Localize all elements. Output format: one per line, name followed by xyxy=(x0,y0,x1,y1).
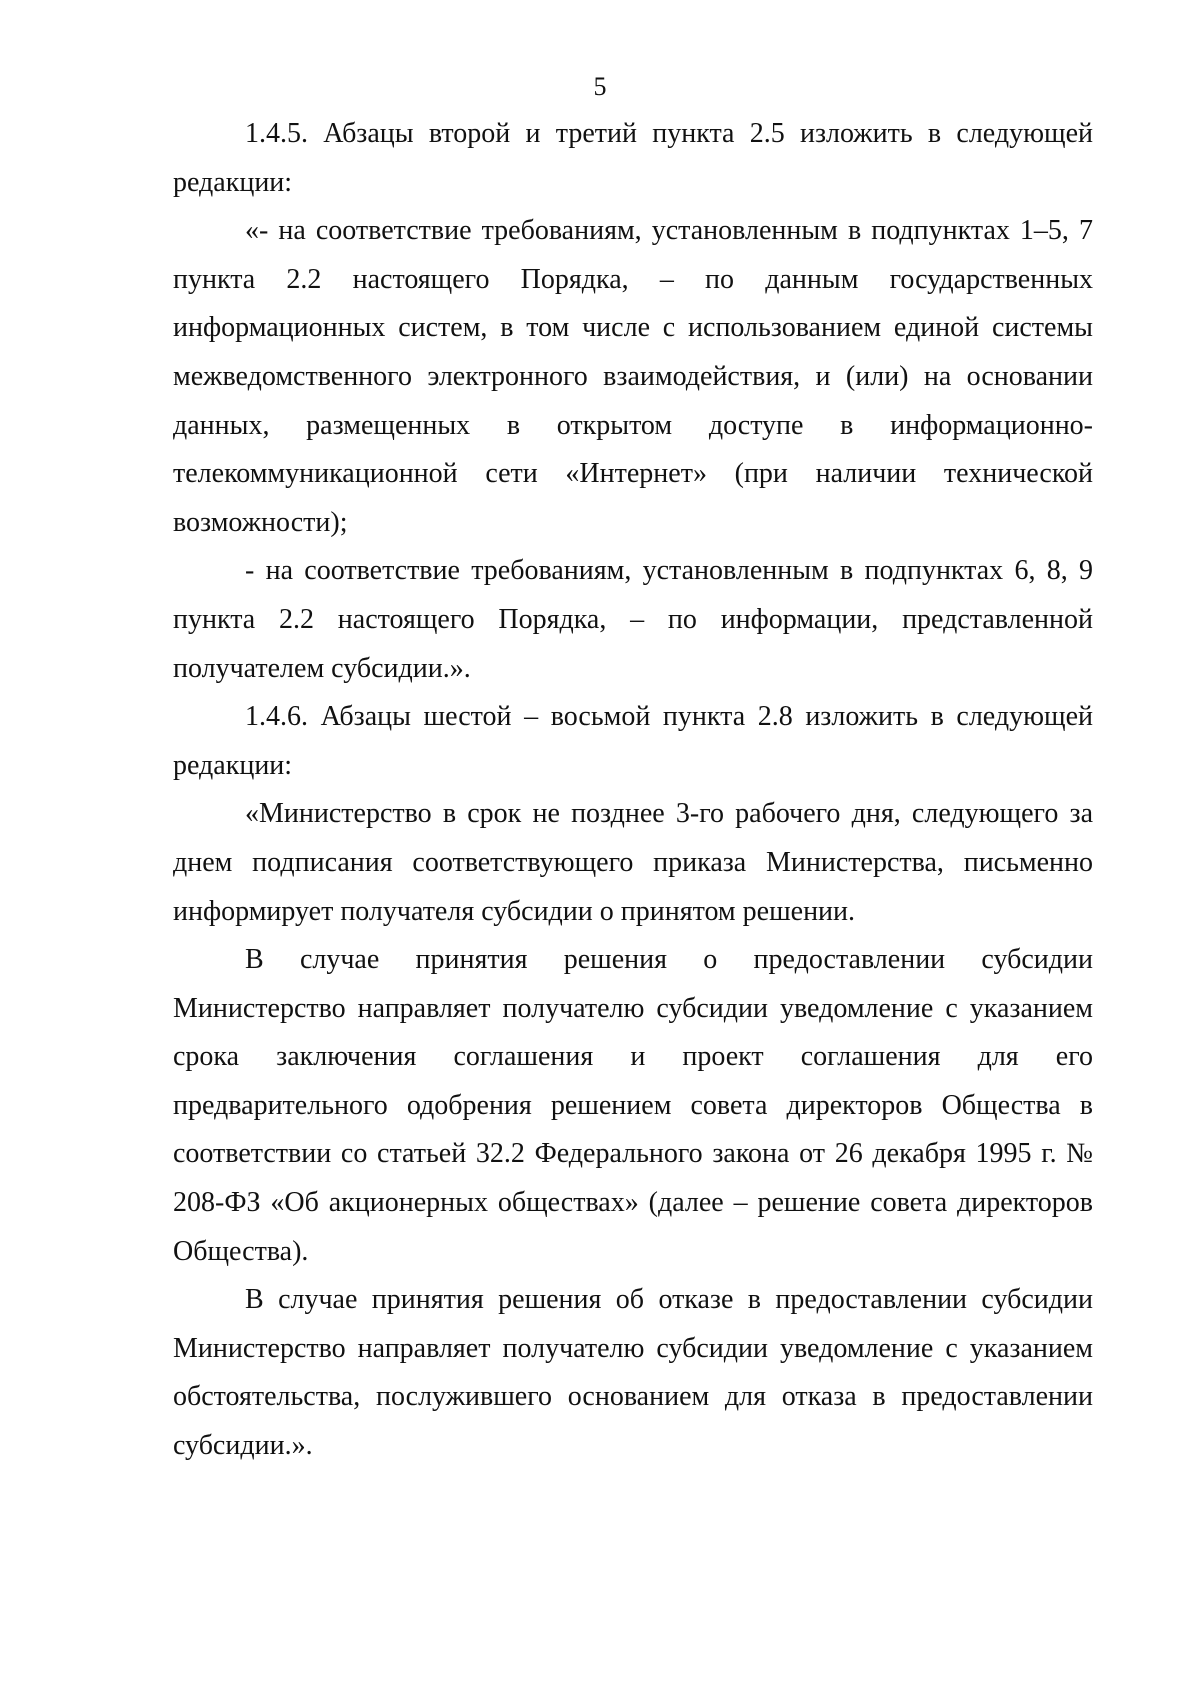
paragraph-1-4-6-heading: 1.4.6. Абзацы шестой – восьмой пункта 2.8 изложить в следующей редакции: xyxy=(173,701,1093,781)
document-body xyxy=(173,110,1093,1471)
paragraph-1-4-5-heading: 1.4.5. Абзацы второй и третий пункта 2.5 изложить в следующей редакции: xyxy=(173,118,1093,198)
page-number: 5 xyxy=(593,72,607,101)
paragraph-quote-requirements-2: - на соответствие требованиям, установленным в подпунктах 6, 8, 9 пункта 2.2 настоящего Порядка, – по информации, представленной получателем субсидии.». xyxy=(173,555,1093,684)
paragraph-refusal-decision: В случае принятия решения об отказе в предоставлении субсидии Министерство направляет получателю субсидии уведомление с указанием обстоятельства, послужившего основанием для отказа в предоставлении субсидии.». xyxy=(173,1284,1093,1462)
paragraph-quote-requirements-1: «- на соответствие требованиям, установленным в подпунктах 1–5, 7 пункта 2.2 настоящего Порядка, – по данным государственных информационных систем, в том числе с использованием единой системы межведомственного электронного взаимодействия, и (или) на основании данных, размещенных в открытом доступе в информационно-телекоммуникационной сети «Интернет» (при наличии технической возможности); xyxy=(173,215,1093,538)
paragraph-grant-decision: В случае принятия решения о предоставлении субсидии Министерство направляет получателю субсидии уведомление с указанием срока заключения соглашения и проект соглашения для его предварительного одобрения решением совета директоров Общества в соответствии со статьей 32.2 Федерального закона от 26 декабря 1995 г. № 208-ФЗ «Об акционерных обществах» (далее – решение совета директоров Общества). xyxy=(173,944,1093,1267)
paragraph-ministry-informs: «Министерство в срок не позднее 3-го рабочего дня, следующего за днем подписания соответствующего приказа Министерства, письменно информирует получателя субсидии о принятом решении. xyxy=(173,798,1093,927)
